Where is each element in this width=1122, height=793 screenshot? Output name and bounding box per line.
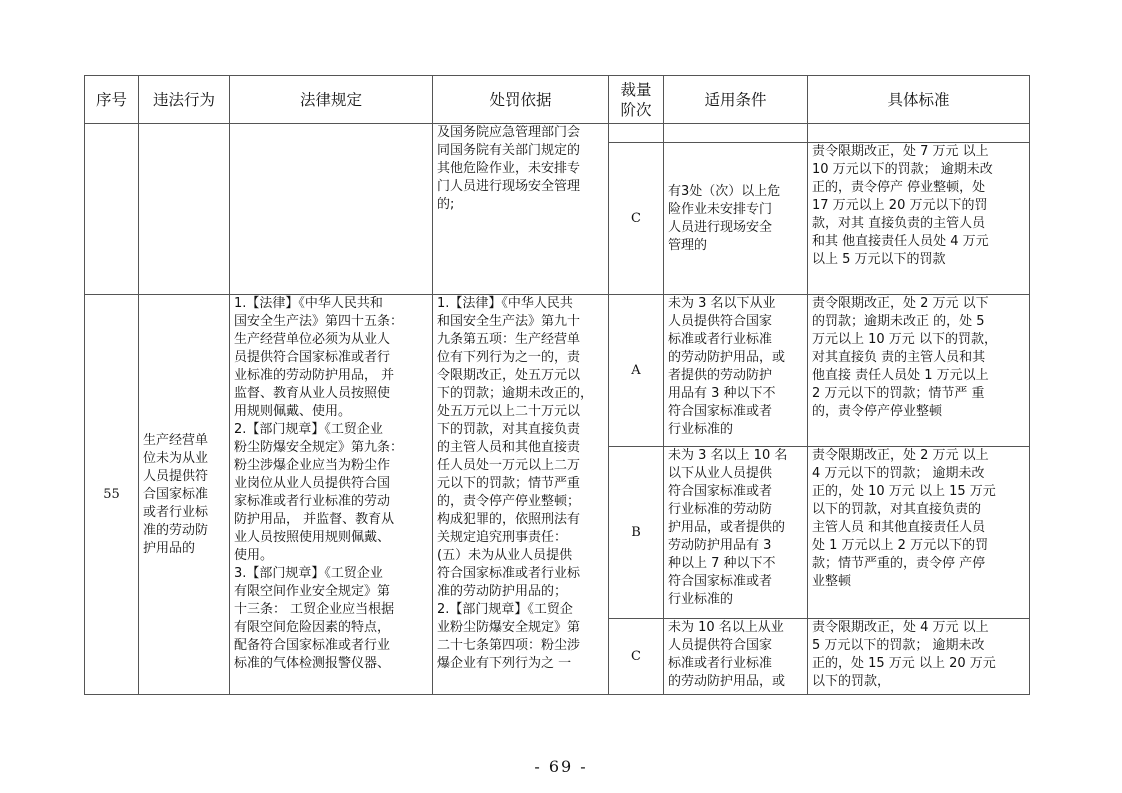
row-55-no: 55 (85, 295, 139, 695)
cont-cond-b-cell (664, 124, 808, 143)
row-55-basis: 1.【法律】《中华人民共 和国安全生产法》第九十 九条第五项：生产经营单 位有下列行为之一的，责 令限期改正，处五万元以 下的罚款；逾期未改正的， 处五万元以上二十万元以 下的罚款，对其直接负责 的主管人员和其他直接责 任人员处一万元以上二万 元以下的罚款；情节严重 的，责令停产停业整顿； 构成犯罪的，依照刑法有 关规定追究刑事责任： (五）未为从业人员提供 符合国家标准或者行业标 准的劳动防护用品的； 2.【部门规章】《工贸企 业粉尘防爆安全规定》第 二十七条第四项：粉尘涉 爆企业有下列行为之 一 (433, 295, 609, 695)
cont-std-b-cell (808, 124, 1030, 143)
header-act: 违法行为 (139, 76, 230, 124)
cont-grade-c: C (609, 143, 664, 295)
row-55-std-b: 责令限期改正，处 2 万元 以上 4 万元以下的罚款； 逾期未改 正的，处 10 万元 以上 15 万元 以下的罚款，对其直接负责的 主管人员 和其他直接责任人员 处 1 万元以上 2 万元以下的罚 款；情节严重的，责令停 产停 业整顿 (808, 447, 1030, 619)
header-no: 序号 (85, 76, 139, 124)
row-55-cond-c: 未为 10 名以上从业 人员提供符合国家 标准或者行业标准 的劳动防护用品，或 (664, 619, 808, 695)
row-55-grade-c: C (609, 619, 664, 695)
cont-grade-b-cell (609, 124, 664, 143)
header-grade: 裁量 阶次 (609, 76, 664, 124)
header-basis: 处罚依据 (433, 76, 609, 124)
header-law: 法律规定 (230, 76, 433, 124)
cont-basis-cell: 及国务院应急管理部门会 同国务院有关部门规定的 其他危险作业，未安排专 门人员进行现场安全管理 的; (433, 124, 609, 295)
cont-act-cell (139, 124, 230, 295)
row-55-grade-a: A (609, 295, 664, 447)
cont-row (85, 124, 1030, 143)
row-55-law: 1.【法律】《中华人民共和 国安全生产法》第四十五条： 生产经营单位必须为从业人 员提供符合国家标准或者行 业标准的劳动防护用品， 并 监督、教育从业人员按照使 用规则佩戴、使用。 2.【部门规章】《工贸企业 粉尘防爆安全规定》第九条： 粉尘涉爆企业应当为粉尘作 业岗位从业人员提供符合国 家标准或者行业标准的劳动 防护用品， 并监督、教育从 业人员按照使用规则佩戴、 使用。 3.【部门规章】《工贸企业 有限空间作业安全规定》第 十三条： 工贸企业应当根据 有限空间危险因素的特点， 配备符合国家标准或者行业 标准的气体检测报警仪器、 (230, 295, 433, 695)
row-55-grade-b: B (609, 447, 664, 619)
header-row (85, 76, 1030, 124)
cont-cond-c: 有3处（次）以上危 险作业未安排专门 人员进行现场安全 管理的 (664, 143, 808, 295)
penalty-table (84, 75, 1030, 695)
header-std: 具体标准 (808, 76, 1030, 124)
row-55-cond-a: 未为 3 名以下从业 人员提供符合国家 标准或者行业标准 的劳动防护用品，或 者提供的劳动防护 用品有 3 种以下不 符合国家标准或者 行业标准的 (664, 295, 808, 447)
row-55-std-c: 责令限期改正，处 4 万元 以上 5 万元以下的罚款； 逾期未改 正的，处 15 万元 以上 20 万元 以下的罚款， (808, 619, 1030, 695)
cont-std-c: 责令限期改正，处 7 万元 以上 10 万元以下的罚款； 逾期未改 正的，责令停产 停业整顿，处 17 万元以上 20 万元以下的罚 款，对其 直接负责的主管人员 和其 他直接责任人员处 4 万元 以上 5 万元以下的罚款 (808, 143, 1030, 295)
row-55-act: 生产经营单 位未为从业 人员提供符 合国家标准 或者行业标 准的劳动防 护用品的 (139, 295, 230, 695)
row-55-a (85, 295, 1030, 447)
row-55-cond-b: 未为 3 名以上 10 名 以下从业人员提供 符合国家标准或者 行业标准的劳动防 护用品，或者提供的 劳动防护用品有 3 种以上 7 种以下不 符合国家标准或者 行业标准的 (664, 447, 808, 619)
cont-no-cell (85, 124, 139, 295)
page-number: - 69 - (534, 757, 588, 776)
cont-law-cell (230, 124, 433, 295)
row-55-std-a: 责令限期改正，处 2 万元 以下 的罚款；逾期未改正 的，处 5 万元以上 10 万元 以下的罚款， 对其直接负 责的主管人员和其 他直接 责任人员处 1 万元以上 2 万元以下的罚款；情节严 重 的，责令停产停业整顿 (808, 295, 1030, 447)
header-cond: 适用条件 (664, 76, 808, 124)
